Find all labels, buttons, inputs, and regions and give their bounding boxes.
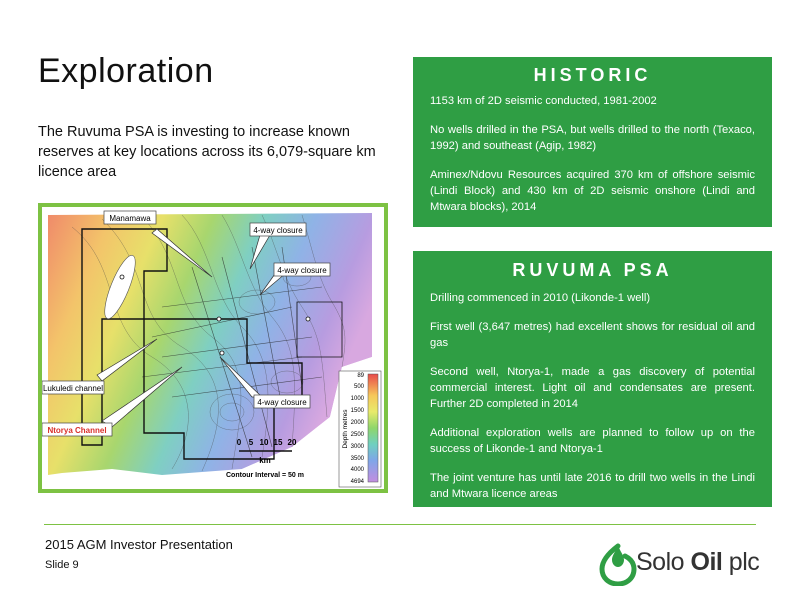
contour-interval: Contour Interval = 50 m [226, 472, 304, 479]
footer-divider [44, 524, 756, 525]
ruvuma-heading: RUVUMA PSA [512, 260, 673, 280]
ruvuma-item: Additional exploration wells are planned to follow up on the success of Likonde-1 and Ntorya-1 [430, 427, 755, 455]
depth-axis-label: Depth metres [342, 409, 349, 449]
depth-tick: 4000 [350, 467, 364, 473]
depth-tick: 89 [357, 373, 364, 379]
scale-tick: 15 [273, 438, 283, 447]
ruvuma-psa-panel [413, 251, 772, 507]
depth-tick: 1000 [350, 396, 364, 402]
slide-title: Exploration [38, 52, 214, 90]
presentation-title: 2015 AGM Investor Presentation [45, 537, 233, 552]
logo-word-plc: plc [728, 548, 760, 576]
historic-item: No wells drilled in the PSA, but wells drilled to the north (Texaco, 1992) and southeast (Agip, 1982) [430, 124, 755, 152]
historic-panel [413, 57, 772, 227]
map-label-closure-2: 4-way closure [277, 266, 327, 275]
historic-item: 1153 km of 2D seismic conducted, 1981-2002 [430, 95, 657, 107]
scale-tick: 0 [236, 438, 242, 447]
logo-word-oil: Oil [690, 548, 723, 576]
map-label-lukuledi: Lukuledi channel [42, 384, 104, 393]
ruvuma-item: First well (3,647 metres) had excellent shows for residual oil and gas [430, 321, 755, 349]
map-label-manamawa: Manamawa [109, 214, 151, 223]
historic-heading: HISTORIC [533, 65, 652, 85]
intro-text: The Ruvuma PSA is investing to increase known reserves at key locations across its 6,079-square km licence area [38, 124, 376, 180]
depth-tick: 2500 [350, 432, 364, 438]
seismic-map [38, 203, 388, 493]
map-label-closure-3: 4-way closure [257, 398, 307, 407]
scale-tick: 20 [287, 438, 297, 447]
logo-text [636, 548, 759, 577]
scale-tick: 5 [248, 438, 254, 447]
scale-tick: 10 [259, 438, 269, 447]
ruvuma-item: The joint venture has until late 2016 to drill two wells in the Lindi and Mtwara licence areas [430, 472, 755, 500]
depth-tick: 3000 [350, 444, 364, 450]
depth-tick: 4694 [350, 479, 364, 485]
scale-unit: km [259, 456, 271, 465]
logo-word-solo: Solo [636, 548, 685, 576]
depth-tick: 1500 [350, 408, 364, 414]
slide-number: Slide 9 [45, 559, 79, 571]
historic-item: Aminex/Ndovu Resources acquired 370 km of offshore seismic (Lindi Block) and 430 km of 2D seismic onshore (Lindi and Mtwara blocks), 2014 [430, 169, 755, 213]
ruvuma-item: Second well, Ntorya-1, made a gas discovery of potential commercial interest. Light oil and condensates are present. Further 2D completed in 2014 [430, 366, 755, 410]
map-label-closure-1: 4-way closure [253, 226, 303, 235]
depth-tick: 2000 [350, 420, 364, 426]
depth-tick: 500 [353, 384, 364, 390]
ruvuma-item: Drilling commenced in 2010 (Likonde-1 well) [430, 292, 651, 304]
depth-tick: 3500 [350, 456, 364, 462]
map-label-ntorya: Ntorya Channel [47, 426, 107, 435]
depth-legend [339, 371, 381, 487]
